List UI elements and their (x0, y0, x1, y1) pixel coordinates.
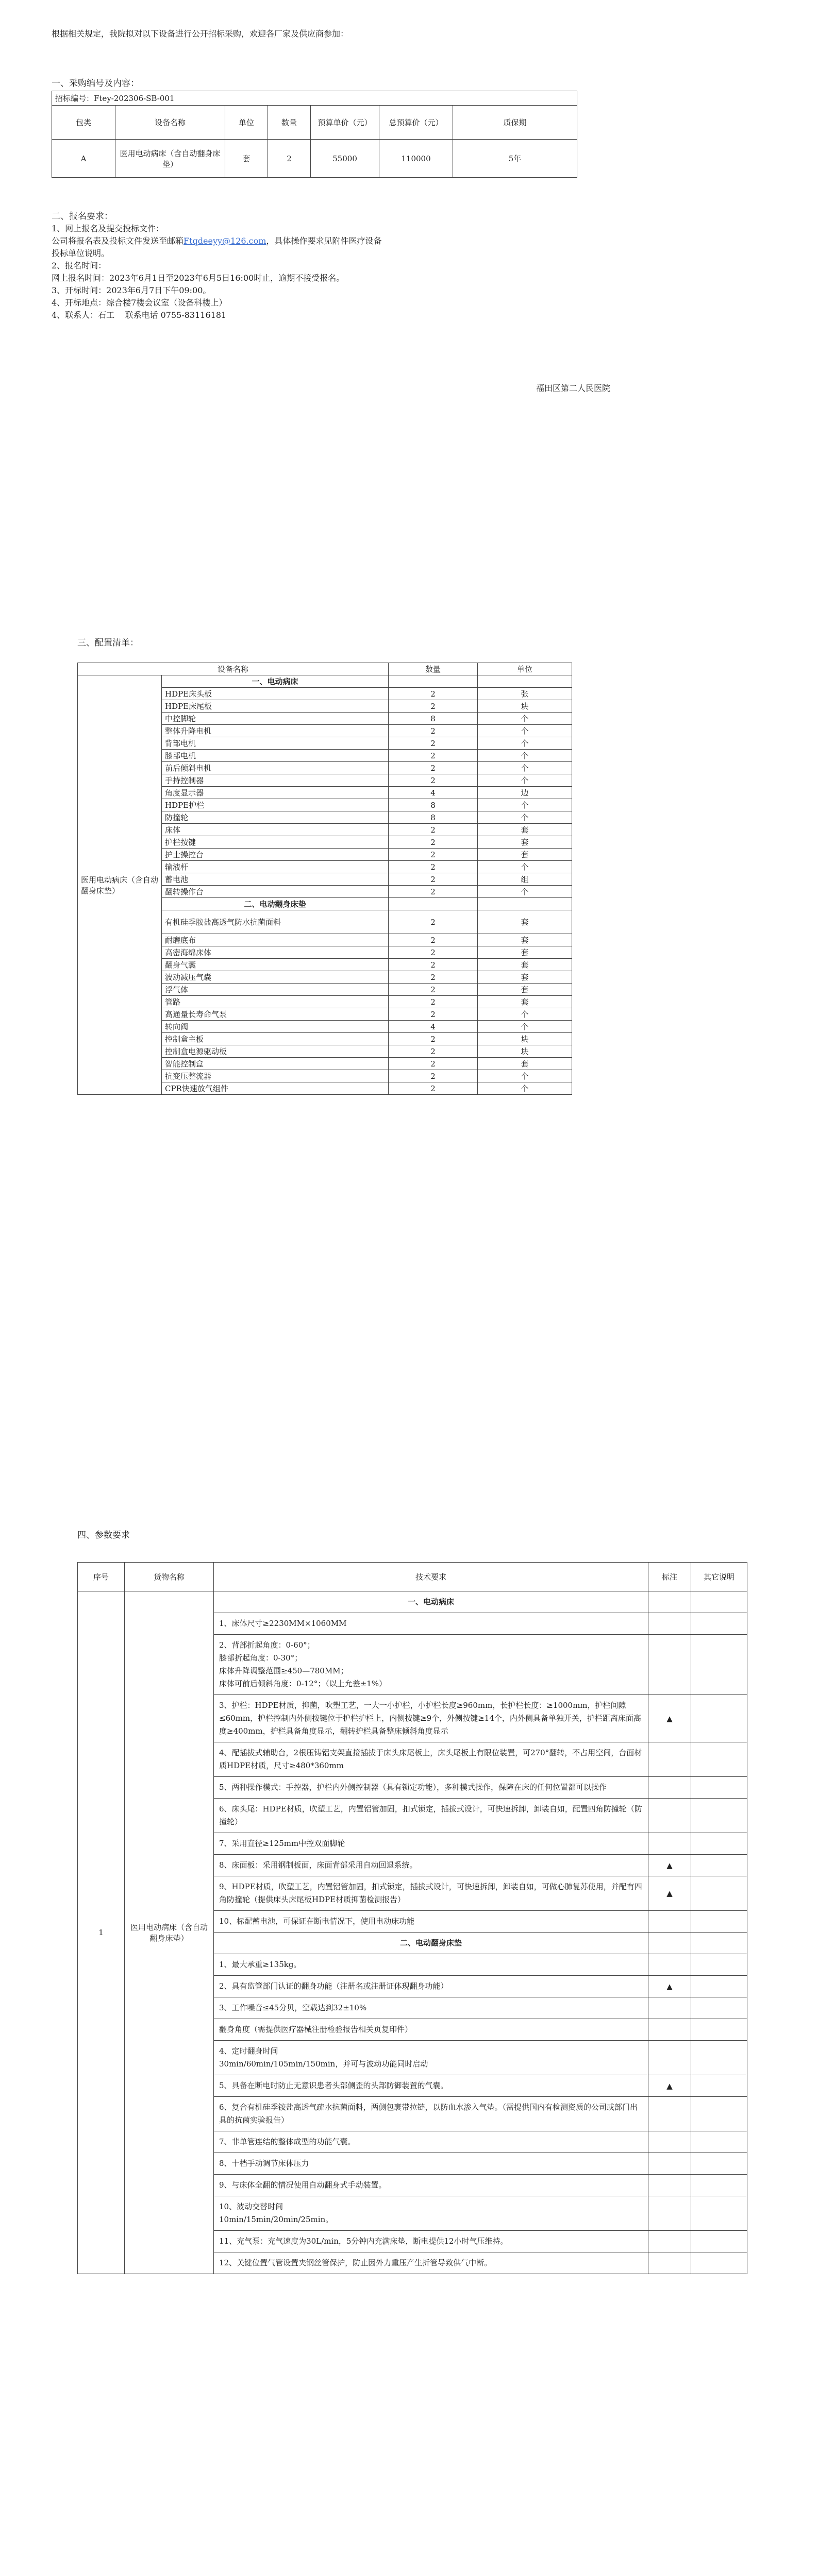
req-line-1: 1、网上报名及提交投标文件： (52, 224, 164, 233)
param-mark (648, 2196, 691, 2231)
config-empty-cell (478, 898, 572, 910)
config-qty: 2 (389, 971, 478, 984)
param-col-name: 货物名称 (125, 1563, 214, 1591)
config-unit: 套 (478, 836, 572, 849)
config-unit: 套 (478, 824, 572, 836)
param-notes-cell (691, 1855, 747, 1876)
param-notes-cell (691, 1954, 747, 1976)
req-line-5: 网上报名时间：2023年6月1日至2023年6月5日16:00时止，逾期不接受报名。 (52, 273, 345, 283)
param-notes-cell (691, 2153, 747, 2175)
config-item: 角度显示器 (162, 787, 389, 799)
param-section-title: 二、电动翻身床垫 (214, 1933, 648, 1954)
config-unit: 个 (478, 762, 572, 774)
config-item: 波动减压气囊 (162, 971, 389, 984)
param-mark (648, 1833, 691, 1855)
config-qty: 2 (389, 1070, 478, 1082)
param-header-row (78, 1563, 747, 1591)
config-unit: 张 (478, 688, 572, 700)
param-mark (648, 1911, 691, 1933)
config-item: 护栏按键 (162, 836, 389, 849)
param-requirement: 3、工作噪音≤45分贝，空载达到32±10% (214, 1997, 648, 2019)
param-col-tech: 技术要求 (214, 1563, 648, 1591)
param-requirement: 1、床体尺寸≥2230MM×1060MM (214, 1613, 648, 1635)
col-qty: 数量 (268, 106, 311, 140)
config-qty: 2 (389, 910, 478, 934)
param-mark (648, 2019, 691, 2041)
config-unit: 套 (478, 996, 572, 1008)
config-item: 输液杆 (162, 861, 389, 873)
config-qty: 2 (389, 836, 478, 849)
config-item: 高密海绵床体 (162, 946, 389, 959)
param-notes-cell (691, 1591, 747, 1613)
config-item: 控制盒电源驱动板 (162, 1045, 389, 1058)
param-notes-cell (691, 1876, 747, 1911)
config-qty: 2 (389, 700, 478, 713)
req-line-8: 4、联系人：石工 联系电话 0755-83116181 (52, 310, 227, 320)
param-notes-cell (691, 2019, 747, 2041)
config-unit: 个 (478, 1070, 572, 1082)
config-qty: 8 (389, 799, 478, 811)
config-qty: 2 (389, 886, 478, 898)
req-line-2 (52, 235, 619, 247)
config-unit: 个 (478, 886, 572, 898)
param-notes-cell (691, 1799, 747, 1833)
config-unit: 个 (478, 713, 572, 725)
section-3-title: 三、配置清单： (77, 638, 139, 648)
param-notes-cell (691, 1777, 747, 1799)
param-notes-cell (691, 1635, 747, 1695)
config-qty: 2 (389, 984, 478, 996)
config-qty: 2 (389, 849, 478, 861)
config-item: 背部电机 (162, 737, 389, 750)
param-goods-name: 医用电动病床（含自动翻身床垫） (125, 1591, 214, 2274)
param-mark (648, 2252, 691, 2274)
param-notes-cell (691, 1997, 747, 2019)
config-qty: 2 (389, 996, 478, 1008)
config-item: 浮气体 (162, 984, 389, 996)
param-notes-cell (691, 1976, 747, 1997)
param-notes-cell (691, 2131, 747, 2153)
param-mark (648, 1742, 691, 1777)
config-item: 床体 (162, 824, 389, 836)
config-item: HDPE床头板 (162, 688, 389, 700)
config-unit: 个 (478, 861, 572, 873)
procurement-row (52, 140, 577, 178)
config-item: 耐磨底布 (162, 934, 389, 946)
param-mark: ▲ (648, 2075, 691, 2097)
config-unit: 块 (478, 700, 572, 713)
config-item: 智能控制盒 (162, 1058, 389, 1070)
config-qty: 2 (389, 725, 478, 737)
col-total-budget: 总预算价（元） (379, 106, 453, 140)
param-requirement: 12、关键位置气管设置夹钢丝管保护，防止因外力重压产生折管导致供气中断。 (214, 2252, 648, 2274)
param-notes-cell (691, 2041, 747, 2075)
config-unit: 个 (478, 799, 572, 811)
config-unit: 边 (478, 787, 572, 799)
config-item: 翻转操作台 (162, 886, 389, 898)
config-item: 控制盒主板 (162, 1033, 389, 1045)
config-item: 手持控制器 (162, 774, 389, 787)
config-item: 防撞轮 (162, 811, 389, 824)
config-unit: 个 (478, 811, 572, 824)
config-unit: 组 (478, 873, 572, 886)
param-mark: ▲ (648, 1855, 691, 1876)
config-qty: 4 (389, 1021, 478, 1033)
param-requirement: 8、床面板：采用钢制板面，床面背部采用自动回退系统。 (214, 1855, 648, 1876)
config-item: 膝部电机 (162, 750, 389, 762)
param-section-title: 一、电动病床 (214, 1591, 648, 1613)
cell: 2 (268, 140, 311, 178)
config-item: 转向阀 (162, 1021, 389, 1033)
config-unit: 套 (478, 1058, 572, 1070)
config-unit: 块 (478, 1033, 572, 1045)
param-mark (648, 2097, 691, 2131)
config-unit: 套 (478, 910, 572, 934)
param-requirement: 5、两种操作模式：手控器，护栏内外侧控制器（具有锁定功能），多种模式操作，保障在床的任何位置都可以操作 (214, 1777, 648, 1799)
param-requirement: 10、标配蓄电池，可保证在断电情况下，使用电动床功能 (214, 1911, 648, 1933)
config-qty: 2 (389, 959, 478, 971)
param-notes-cell (691, 1613, 747, 1635)
req-line-2-tail: ，具体操作要求见附件医疗设备 (266, 236, 382, 246)
config-section-title: 一、电动病床 (162, 675, 389, 688)
config-section-title: 二、电动翻身床垫 (162, 898, 389, 910)
config-qty: 2 (389, 1008, 478, 1021)
config-unit: 套 (478, 971, 572, 984)
param-mark (648, 2153, 691, 2175)
param-notes-cell (691, 1742, 747, 1777)
procurement-table (52, 91, 577, 178)
config-item: HDPE床尾板 (162, 700, 389, 713)
param-mark (648, 2131, 691, 2153)
param-notes-cell (691, 2196, 747, 2231)
config-unit: 个 (478, 725, 572, 737)
config-item: HDPE护栏 (162, 799, 389, 811)
param-requirement: 6、复合有机硅季铵盐高透气疏水抗菌面料，两侧包裹带拉链，以防血水渗入气垫。（需提供国内有检测资质的公司或部门出具的抗菌实验报告） (214, 2097, 648, 2131)
config-col-device: 设备名称 (78, 663, 389, 675)
config-qty: 8 (389, 811, 478, 824)
config-unit: 套 (478, 959, 572, 971)
param-notes-cell (691, 2175, 747, 2196)
param-notes-cell (691, 1911, 747, 1933)
param-mark: ▲ (648, 1976, 691, 1997)
config-qty: 2 (389, 737, 478, 750)
param-mark (648, 2041, 691, 2075)
config-unit: 个 (478, 1082, 572, 1095)
config-device-cell: 医用电动病床（含自动翻身床垫） (78, 675, 162, 1095)
config-header-row (78, 663, 572, 675)
param-mark (648, 2231, 691, 2252)
config-item: 高通量长寿命气泵 (162, 1008, 389, 1021)
param-mark (648, 1997, 691, 2019)
param-requirement: 5、具备在断电时防止无意识患者头部侧歪的头部防御装置的气囊。 (214, 2075, 648, 2097)
param-mark-empty (648, 1591, 691, 1613)
param-mark: ▲ (648, 1876, 691, 1911)
config-qty: 2 (389, 1045, 478, 1058)
param-mark (648, 1799, 691, 1833)
param-notes-cell (691, 2097, 747, 2131)
section-2 (52, 210, 619, 321)
config-unit: 个 (478, 774, 572, 787)
col-package: 包类 (52, 106, 115, 140)
param-requirement: 9、HDPE材质，吹塑工艺，内置铝管加固，扣式锁定，插拔式设计，可快速拆卸，卸装自如，可做心肺复苏使用，并配有四角防撞轮（提供床头床尾板HDPE材质抑菌检测报告） (214, 1876, 648, 1911)
config-item: 管路 (162, 996, 389, 1008)
config-row (78, 675, 572, 688)
procurement-header-row (52, 106, 577, 140)
intro-text: 根据相关规定，我院拟对以下设备进行公开招标采购，欢迎各厂家及供应商参加： (52, 29, 349, 39)
config-unit: 个 (478, 750, 572, 762)
config-qty: 2 (389, 1082, 478, 1095)
cell: A (52, 140, 115, 178)
param-mark (648, 2175, 691, 2196)
param-requirement: 7、采用直径≥125mm中控双面脚轮 (214, 1833, 648, 1855)
section-4-title: 四、参数要求 (77, 1530, 130, 1540)
param-notes-cell (691, 1933, 747, 1954)
config-unit: 个 (478, 1021, 572, 1033)
param-requirement: 10、波动交替时间 10min/15min/20min/25min。 (214, 2196, 648, 2231)
req-line-3: 投标单位说明。 (52, 248, 110, 258)
config-qty: 2 (389, 824, 478, 836)
parameter-table (77, 1562, 747, 2274)
param-mark (648, 1954, 691, 1976)
email-link[interactable]: Ftqdeeyy@126.com (183, 236, 266, 246)
req-line-2-text: 公司将报名表及投标文件发送至邮箱 (52, 236, 184, 246)
config-unit: 个 (478, 737, 572, 750)
config-qty: 2 (389, 946, 478, 959)
config-unit: 套 (478, 984, 572, 996)
param-requirement: 7、非单管连结的整体成型的功能气囊。 (214, 2131, 648, 2153)
req-line-7: 4、开标地点：综合楼7楼会议室（设备科楼上） (52, 298, 227, 308)
param-requirement: 2、具有监管部门认证的翻身功能（注册名或注册证体现翻身功能） (214, 1976, 648, 1997)
param-mark (648, 1635, 691, 1695)
config-col-unit: 单位 (478, 663, 572, 675)
config-qty: 2 (389, 1058, 478, 1070)
param-requirement: 4、配插拔式辅助台，2根压铸铝支架直接插拔于床头床尾板上，床头尾板上有限位装置，可270°翻转，不占用空间，台面材质HDPE材质，尺寸≥480*360mm (214, 1742, 648, 1777)
param-seq: 1 (78, 1591, 125, 2274)
param-notes-cell (691, 2231, 747, 2252)
configuration-table (77, 663, 572, 1095)
config-empty-cell (389, 898, 478, 910)
param-col-notes: 其它说明 (691, 1563, 747, 1591)
col-unit: 单位 (225, 106, 268, 140)
config-unit: 套 (478, 934, 572, 946)
param-mark-empty (648, 1933, 691, 1954)
param-col-mark: 标注 (648, 1563, 691, 1591)
param-requirement: 6、床头尾：HDPE材质，吹塑工艺，内置铝管加固，扣式锁定，插拔式设计，可快速拆卸，卸装自如，配置四角防撞轮（防撞轮） (214, 1799, 648, 1833)
config-item: 护士操控台 (162, 849, 389, 861)
section-2-title: 二、报名要求： (52, 211, 113, 222)
config-item: 中控脚轮 (162, 713, 389, 725)
config-empty-cell (478, 675, 572, 688)
param-notes-cell (691, 1833, 747, 1855)
hospital-signature: 福田区第二人民医院 (536, 383, 611, 393)
section-1-title: 一、采购编号及内容： (52, 78, 139, 89)
config-qty: 2 (389, 934, 478, 946)
config-qty: 8 (389, 713, 478, 725)
config-qty: 2 (389, 750, 478, 762)
param-requirement: 3、护栏：HDPE材质，抑菌，吹塑工艺，一大一小护栏，小护栏长度≥960mm，长护栏长度：≥1000mm，护栏间隙≤60mm，护栏控制内外侧按键位于护栏护栏上，内侧按键≥9个，外侧按键≥14个，内外侧具备单独开关，护栏距离床面高度≥400mm，护栏具备角度显示，翻转护栏具备整床倾斜角度显示 (214, 1695, 648, 1742)
col-device: 设备名称 (115, 106, 225, 140)
config-qty: 2 (389, 762, 478, 774)
param-requirement: 8、十档手动调节床体压力 (214, 2153, 648, 2175)
config-item: 蓄电池 (162, 873, 389, 886)
req-line-4: 2、报名时间： (52, 261, 107, 270)
col-unit-budget: 预算单价（元） (311, 106, 379, 140)
param-mark: ▲ (648, 1695, 691, 1742)
param-requirement: 9、与床体全翻的情况使用自动翻身式手动装置。 (214, 2175, 648, 2196)
param-col-seq: 序号 (78, 1563, 125, 1591)
config-qty: 2 (389, 774, 478, 787)
param-mark (648, 1777, 691, 1799)
cell: 套 (225, 140, 268, 178)
param-requirement: 2、背部折起角度：0-60°； 膝部折起角度：0-30°； 床体升降调整范围≥450—780MM； 床体可前后倾斜角度：0-12°；（以上允差±1%） (214, 1635, 648, 1695)
config-qty: 2 (389, 873, 478, 886)
config-col-qty: 数量 (389, 663, 478, 675)
param-requirement: 翻身角度（需提供医疗器械注册检验报告相关页复印件） (214, 2019, 648, 2041)
param-notes-cell (691, 1695, 747, 1742)
param-requirement: 4、定时翻身时间 30min/60min/105min/150min，并可与波动功能同时启动 (214, 2041, 648, 2075)
cell: 5年 (453, 140, 577, 178)
config-qty: 2 (389, 688, 478, 700)
param-requirement: 1、最大承重≥135kg。 (214, 1954, 648, 1976)
param-requirement: 11、充气泵：充气速度为30L/min，5分钟内充满床垫，断电提供12小时气压维持。 (214, 2231, 648, 2252)
config-item: 有机硅季胺盐高透气防水抗菌面料 (162, 910, 389, 934)
config-qty: 4 (389, 787, 478, 799)
col-warranty: 质保期 (453, 106, 577, 140)
tender-number: 招标编号：Ftey-202306-SB-001 (52, 91, 577, 106)
config-unit: 套 (478, 946, 572, 959)
param-notes-cell (691, 2252, 747, 2274)
cell: 55000 (311, 140, 379, 178)
config-qty: 2 (389, 861, 478, 873)
config-unit: 个 (478, 1008, 572, 1021)
param-notes-cell (691, 2075, 747, 2097)
cell: 医用电动病床（含自动翻身床垫） (115, 140, 225, 178)
param-mark (648, 1613, 691, 1635)
config-item: 抗变压整流器 (162, 1070, 389, 1082)
config-item: 前后倾斜电机 (162, 762, 389, 774)
config-unit: 块 (478, 1045, 572, 1058)
cell: 110000 (379, 140, 453, 178)
param-row (78, 1591, 747, 1613)
config-unit: 套 (478, 849, 572, 861)
config-item: 翻身气囊 (162, 959, 389, 971)
config-qty: 2 (389, 1033, 478, 1045)
config-item: 整体升降电机 (162, 725, 389, 737)
req-line-6: 3、开标时间：2023年6月7日下午09:00。 (52, 285, 211, 295)
config-empty-cell (389, 675, 478, 688)
config-item: CPR快速放气组件 (162, 1082, 389, 1095)
